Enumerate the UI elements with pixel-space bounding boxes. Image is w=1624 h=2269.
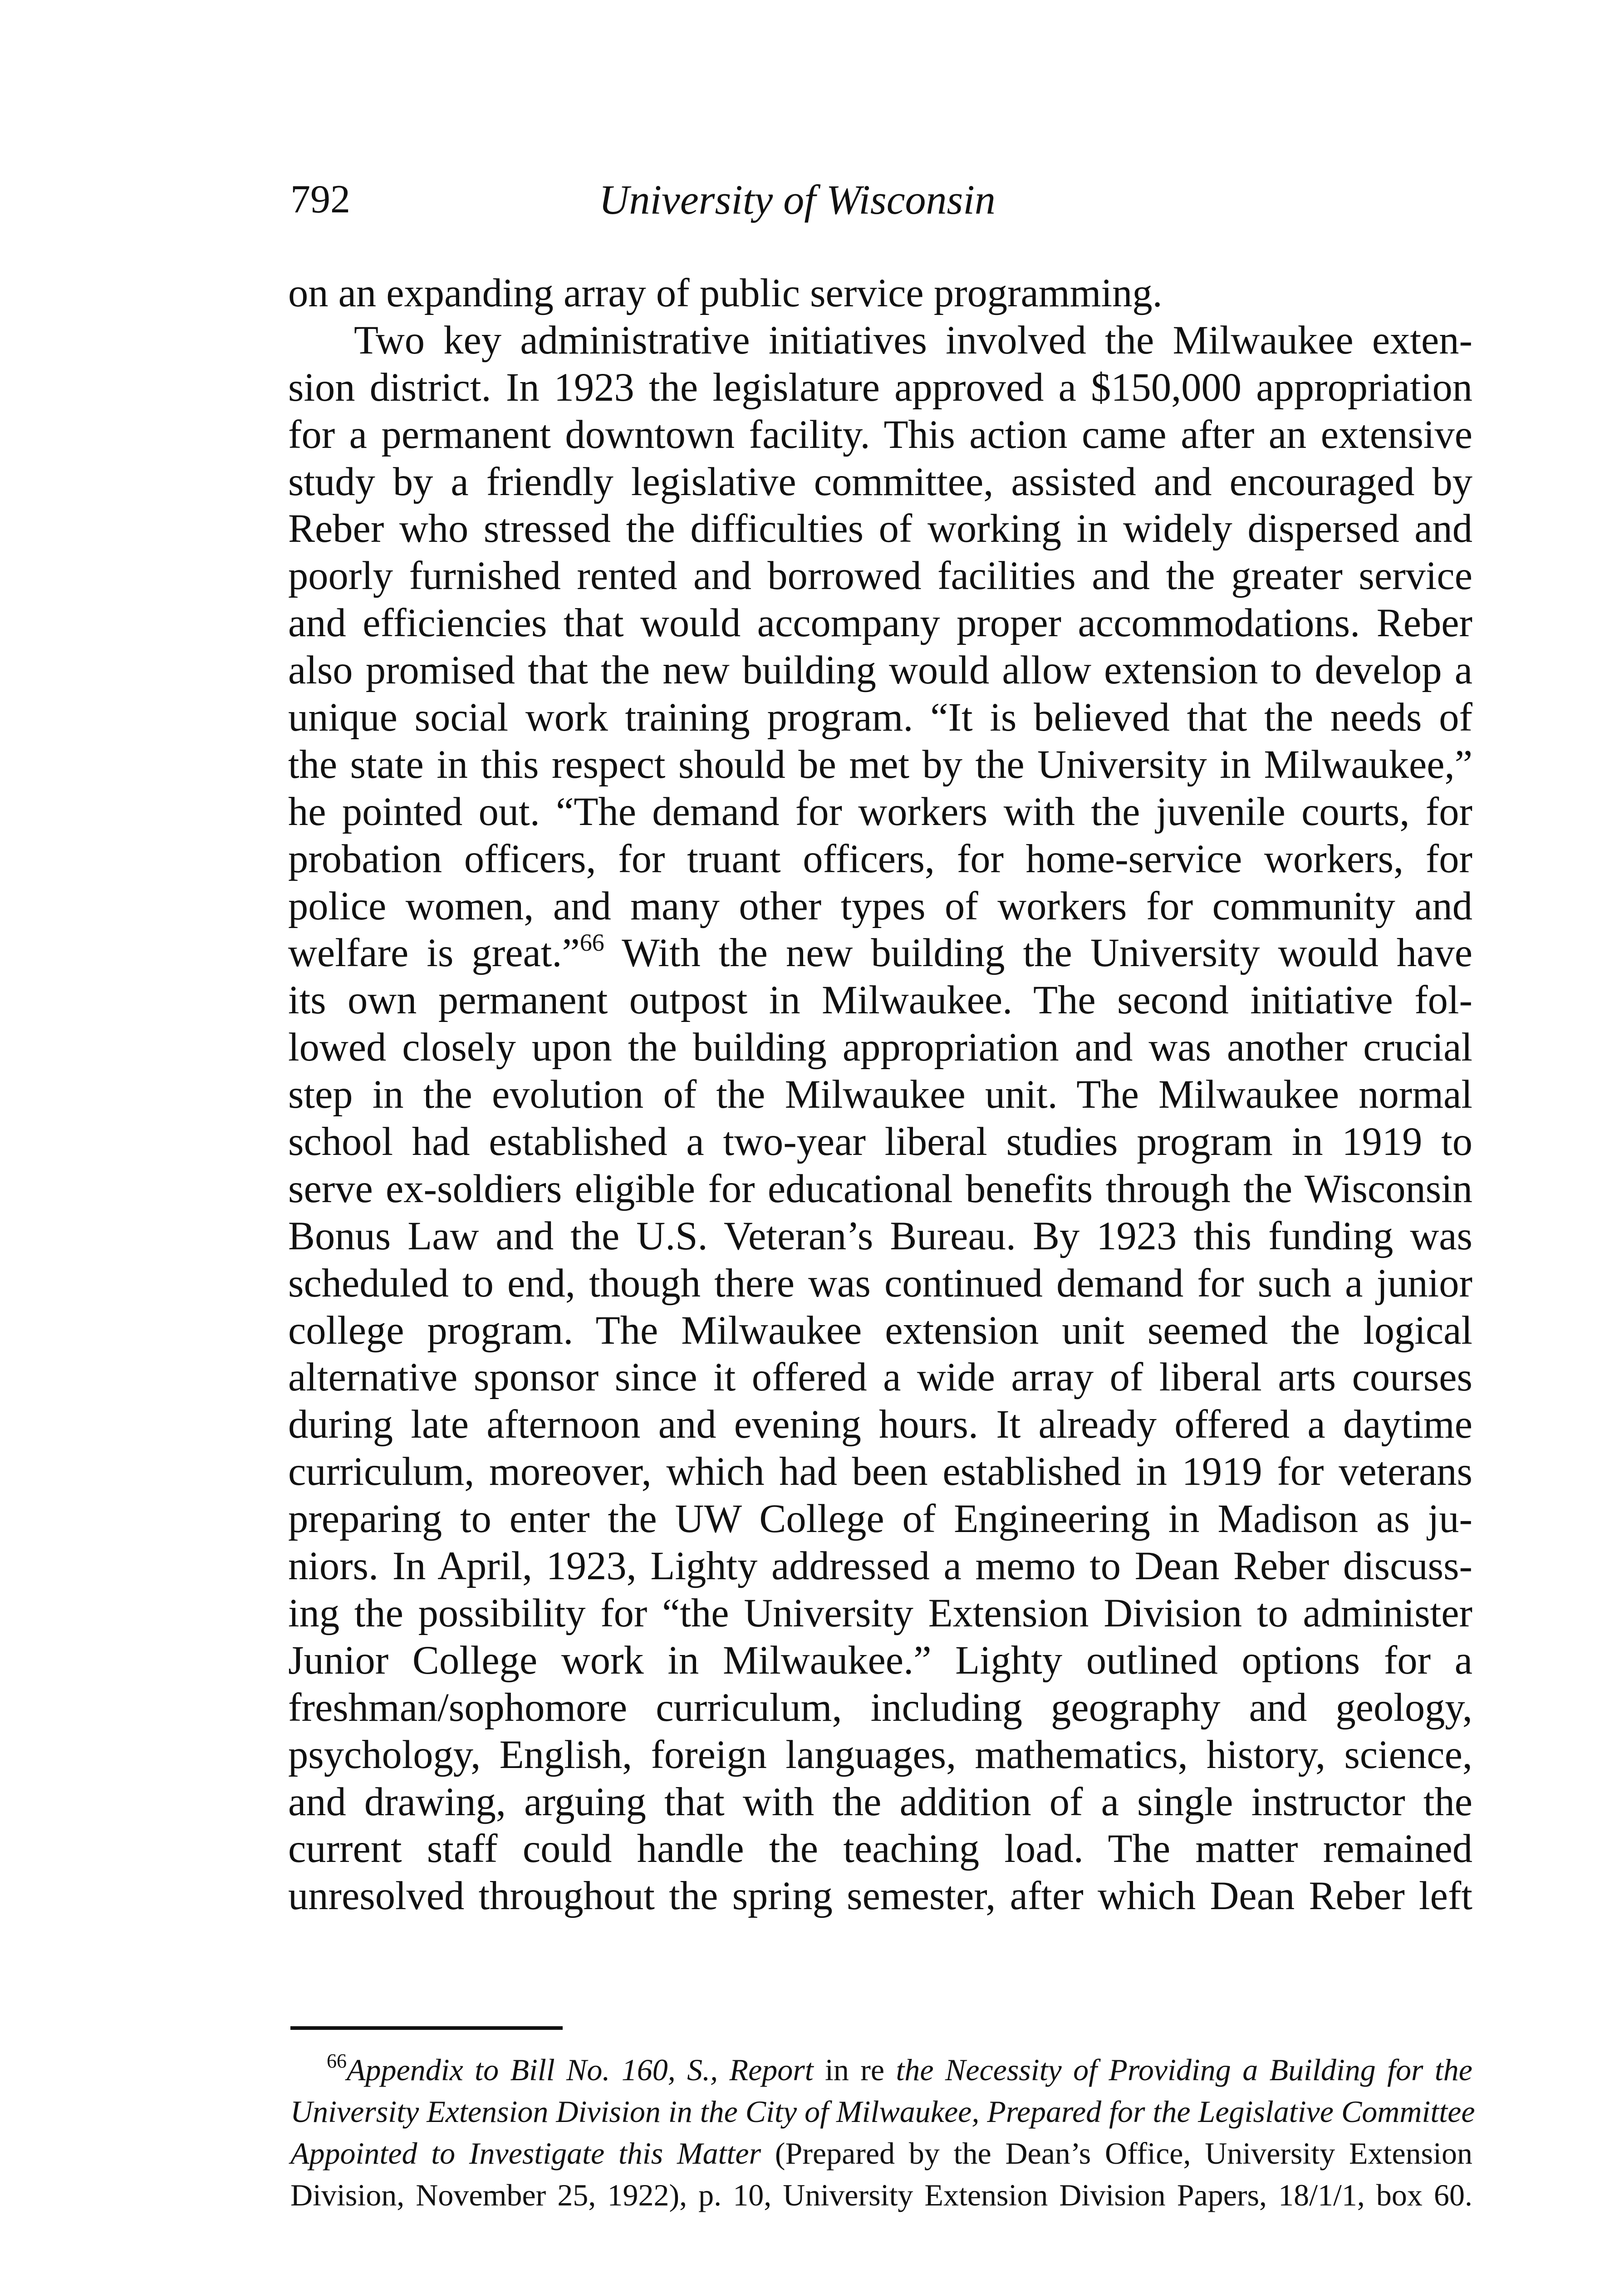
body-line: ing the possibility for “the University Extension Division to administer	[288, 1591, 1472, 1635]
body-line: alternative sponsor since it offered a wide array of liberal arts courses	[288, 1355, 1472, 1400]
body-line: niors. In April, 1923, Lighty addressed a memo to Dean Reber discuss-	[288, 1544, 1472, 1589]
body-line: and efficiencies that would accompany proper accommodations. Reber	[288, 601, 1472, 646]
footnote-line: University Extension Division in the City of Milwaukee, Prepared for the Legislative Committee	[290, 2094, 1475, 2129]
body-line: Bonus Law and the U.S. Veteran’s Bureau. By 1923 this funding was	[288, 1213, 1472, 1258]
body-line: for a permanent downtown facility. This action came after an extensive	[288, 412, 1472, 457]
page-number: 792	[290, 177, 350, 221]
body-line-tail: With the new building the University would have	[604, 931, 1472, 976]
body-line: during late afternoon and evening hours. It already offered a daytime	[288, 1402, 1472, 1447]
body-line: Junior College work in Milwaukee.” Lighty outlined options for a	[288, 1638, 1472, 1683]
footnote-line	[290, 2049, 1472, 2091]
footnote-line	[290, 2132, 1472, 2174]
body-line: study by a friendly legislative committee, assisted and encouraged by	[288, 459, 1472, 504]
footnote-divider	[290, 2026, 563, 2030]
footnote-connector: in re	[813, 2053, 896, 2087]
body-line: he pointed out. “The demand for workers with the juvenile courts, for	[288, 789, 1472, 834]
body-line: college program. The Milwaukee extension unit seemed the logical	[288, 1308, 1472, 1353]
body-line: current staff could handle the teaching load. The matter remained	[288, 1827, 1472, 1871]
body-line: step in the evolution of the Milwaukee unit. The Milwaukee normal	[288, 1072, 1472, 1117]
body-line: freshman/sophomore curriculum, including geography and geology,	[288, 1685, 1472, 1730]
body-line: preparing to enter the UW College of Engineering in Madison as ju-	[288, 1497, 1472, 1542]
body-line: psychology, English, foreign languages, mathematics, history, science,	[288, 1732, 1472, 1777]
footnote	[290, 2049, 1475, 2216]
footnote-citation-title: Appendix to Bill No. 160, S., Report	[347, 2053, 814, 2087]
footnote-citation-subtitle-end: Appointed to Investigate this Matter	[290, 2136, 761, 2171]
body-line: lowed closely upon the building appropriation and was another crucial	[288, 1025, 1472, 1070]
body-line: curriculum, moreover, which had been established in 1919 for veterans	[288, 1449, 1472, 1494]
body-line: sion district. In 1923 the legislature approved a $150,000 appropriation	[288, 365, 1472, 410]
body-line: school had established a two-year liberal studies program in 1919 to	[288, 1120, 1472, 1164]
body-text	[288, 270, 1472, 1920]
body-line: the state in this respect should be met by the University in Milwaukee,”	[288, 742, 1472, 787]
body-line: its own permanent outpost in Milwaukee. The second initiative fol-	[288, 978, 1472, 1023]
footnote-reference: 66	[579, 929, 604, 957]
footnote-citation-subtitle: the Necessity of Providing a Building for the	[896, 2053, 1472, 2087]
body-line: unique social work training program. “It is believed that the needs of	[288, 695, 1472, 740]
body-line: scheduled to end, though there was continued demand for such a junior	[288, 1261, 1472, 1306]
body-line: police women, and many other types of workers for community and	[288, 884, 1472, 928]
body-line: probation officers, for truant officers, for home-service workers, for	[288, 836, 1472, 881]
body-line-head: welfare is great.”	[288, 931, 580, 976]
footnote-number: 66	[327, 2050, 347, 2072]
running-title: University of Wisconsin	[599, 177, 996, 223]
running-head	[290, 172, 1470, 227]
footnote-source: (Prepared by the Dean’s Office, University Extension	[761, 2136, 1472, 2171]
body-line: poorly furnished rented and borrowed facilities and the greater service	[288, 554, 1472, 599]
body-line: also promised that the new building would allow extension to develop a	[288, 648, 1472, 693]
body-line: and drawing, arguing that with the addition of a single instructor the	[288, 1779, 1472, 1824]
body-line-with-footnote-ref	[288, 930, 1472, 977]
body-line: Two key administrative initiatives involved the Milwaukee exten-	[354, 318, 1472, 363]
body-line: Reber who stressed the difficulties of working in widely dispersed and	[288, 506, 1472, 551]
footnote-line: Division, November 25, 1922), p. 10, University Extension Division Papers, 18/1/1, box 60.	[290, 2178, 1472, 2212]
body-line: on an expanding array of public service programming.	[288, 271, 1163, 315]
body-line: serve ex-soldiers eligible for educational benefits through the Wisconsin	[288, 1166, 1472, 1211]
body-line: unresolved throughout the spring semester, after which Dean Reber left	[288, 1874, 1472, 1919]
